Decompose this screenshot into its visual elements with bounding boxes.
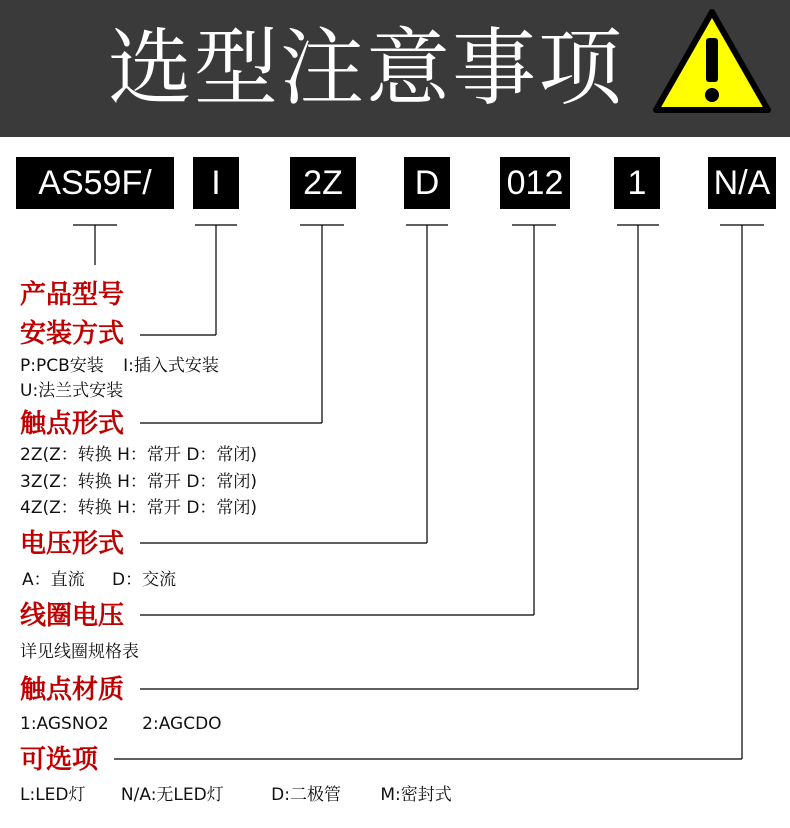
- code-box-contact-form: 2Z: [290, 157, 356, 209]
- label-mounting: 安装方式: [20, 319, 125, 349]
- label-product-model: 产品型号: [20, 280, 125, 310]
- options-list: [20, 782, 452, 808]
- voltage-option-dc: A：直流: [22, 570, 85, 590]
- coil-voltage-desc: 详见线圈规格表: [20, 642, 139, 662]
- option-led: L:LED灯: [20, 785, 86, 805]
- header-banner: [0, 0, 790, 137]
- label-contact-form: 触点形式: [20, 409, 125, 439]
- code-box-contact-material: 1: [614, 157, 660, 209]
- code-box-voltage-form: D: [404, 157, 450, 209]
- code-box-coil-voltage: 012: [500, 157, 570, 209]
- code-box-options: N/A: [708, 157, 776, 209]
- material-option-agsno2: 1:AGSNO2: [20, 714, 109, 734]
- option-no-led: N/A:无LED灯: [120, 785, 224, 805]
- contact-form-row-4z: 4Z(Z：转换 H：常开 D：常闭): [20, 498, 258, 518]
- contact-form-row-3z: 3Z(Z：转换 H：常开 D：常闭): [20, 472, 258, 492]
- material-option-agcdo: 2:AGCDO: [142, 714, 222, 734]
- mounting-option-pcb: P:PCB安装: [20, 356, 104, 376]
- voltage-option-ac: D：交流: [112, 570, 177, 590]
- voltage-form-options: [22, 567, 176, 593]
- label-options: 可选项: [20, 745, 99, 775]
- warning-icon: [652, 8, 772, 114]
- contact-form-row-2z: 2Z(Z：转换 H：常开 D：常闭): [20, 445, 258, 465]
- option-sealed: M:密封式: [380, 785, 452, 805]
- page-title: 选型注意事项: [108, 19, 625, 117]
- contact-material-options: [20, 711, 222, 737]
- label-contact-material: 触点材质: [20, 675, 125, 705]
- mounting-options-row-1: [20, 353, 219, 379]
- mounting-option-insert: I:插入式安装: [123, 356, 219, 376]
- code-box-mounting: I: [193, 157, 239, 209]
- label-voltage-form: 电压形式: [20, 529, 125, 559]
- mounting-option-flange: U:法兰式安装: [20, 381, 124, 401]
- option-diode: D:二极管: [271, 785, 341, 805]
- label-coil-voltage: 线圈电压: [20, 601, 125, 631]
- code-box-model: AS59F/: [16, 157, 174, 209]
